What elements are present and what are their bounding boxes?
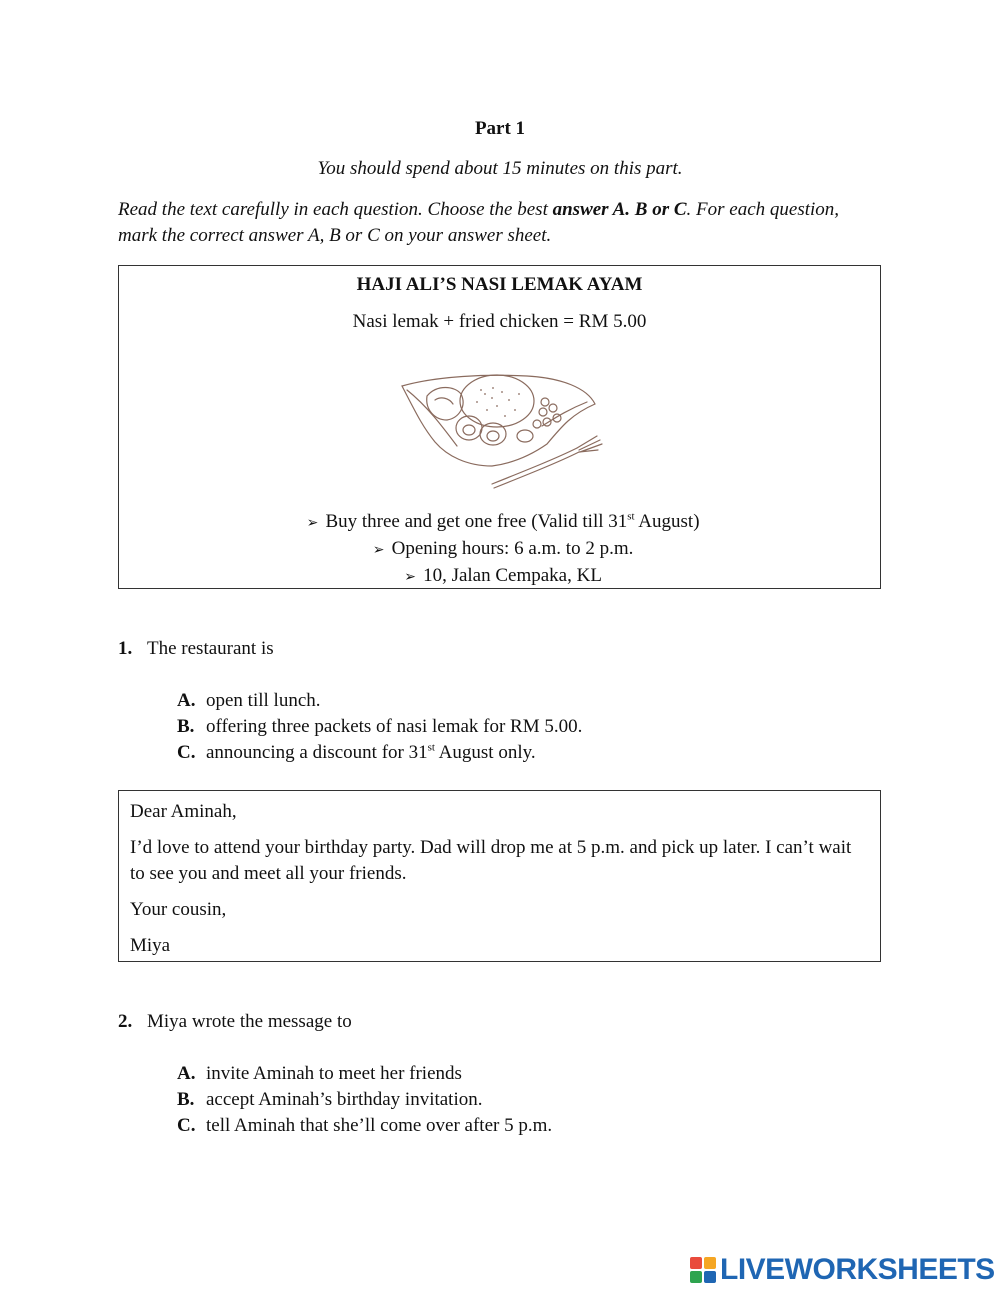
logo-blocks-icon — [690, 1257, 716, 1283]
message-closing: Your cousin, — [130, 899, 227, 920]
nasi-lemak-illustration — [397, 366, 607, 496]
part-title: Part 1 — [474, 118, 526, 139]
advert-price: Nasi lemak + fried chicken = RM 5.00 — [352, 311, 647, 332]
instructions — [118, 197, 878, 249]
logo-block — [690, 1271, 702, 1283]
instructions-bold: answer A. B or C — [552, 199, 687, 220]
time-note: You should spend about 15 minutes on this part. — [317, 158, 683, 179]
advert-title: HAJI ALI’S NASI LEMAK AYAM — [356, 274, 643, 295]
question-number: 2. — [118, 1011, 133, 1032]
instructions-pre: Read the text carefully in each question. Choose the best — [118, 199, 553, 220]
option-b[interactable]: B. offering three packets of nasi lemak for RM 5.00. — [177, 716, 583, 737]
option-c[interactable]: C. tell Aminah that she’ll come over after 5 p.m. — [177, 1115, 553, 1136]
question-2-options — [177, 1061, 877, 1139]
option-a[interactable]: A. open till lunch. — [177, 690, 321, 711]
arrow-bullet-icon: ➢ — [404, 569, 416, 585]
option-a[interactable]: A. invite Aminah to meet her friends — [177, 1063, 462, 1084]
message-body: I’d love to attend your birthday party. Dad will drop me at 5 p.m. and pick up later. I can’t wait to see you and meet all your friends. — [130, 837, 852, 884]
advert-bullet-hours: ➢ Opening hours: 6 a.m. to 2 p.m. — [119, 536, 880, 563]
logo-block — [704, 1271, 716, 1283]
liveworksheets-logo[interactable] — [690, 1254, 995, 1286]
logo-text: LIVEWORKSHEETS — [720, 1253, 995, 1286]
message-signature: Miya — [130, 935, 171, 956]
instructions-post: . For each question, mark the correct answer A, B or C on your answer sheet. — [118, 199, 840, 246]
advert-bullet-address: ➢ 10, Jalan Cempaka, KL — [119, 563, 880, 590]
logo-block — [704, 1257, 716, 1269]
advert-bullets — [119, 509, 880, 590]
arrow-bullet-icon: ➢ — [306, 515, 319, 531]
message-box — [118, 790, 881, 962]
logo-block — [690, 1257, 702, 1269]
arrow-bullet-icon: ➢ — [372, 542, 385, 558]
option-c[interactable]: C. announcing a discount for 31st August only. — [177, 741, 536, 763]
advert-bullet-offer: ➢ Buy three and get one free (Valid till 31st August) — [119, 509, 880, 536]
question-number: 1. — [118, 638, 133, 659]
question-2-stem: 2. Miya wrote the message to — [118, 1011, 352, 1032]
option-b[interactable]: B. accept Aminah’s birthday invitation. — [177, 1089, 483, 1110]
question-1-stem: 1. The restaurant is — [118, 638, 274, 659]
advert-box — [118, 265, 881, 589]
question-1-options — [177, 688, 877, 766]
message-greeting: Dear Aminah, — [130, 801, 237, 822]
